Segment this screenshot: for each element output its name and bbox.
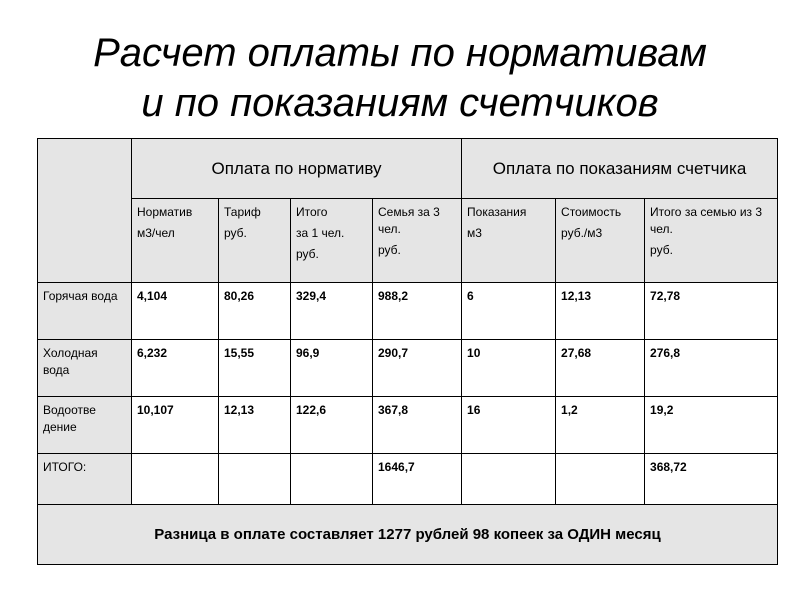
sub-header-cost: Стоимость руб./м3 — [556, 199, 645, 283]
row-label: Холодная вода — [38, 340, 132, 397]
data-cell: 96,9 — [291, 340, 373, 397]
empty-cell — [219, 454, 291, 505]
data-cell: 80,26 — [219, 283, 291, 340]
table-row — [38, 283, 778, 340]
page-title — [0, 28, 800, 128]
empty-cell — [291, 454, 373, 505]
group-header-meter: Оплата по показаниям счетчика — [462, 139, 778, 199]
data-cell: 329,4 — [291, 283, 373, 340]
total-family-meter: 368,72 — [645, 454, 778, 505]
empty-cell — [462, 454, 556, 505]
sub-header-row — [38, 199, 778, 283]
data-cell: 12,13 — [219, 397, 291, 454]
data-cell: 4,104 — [132, 283, 219, 340]
sub-header-family-norm: Семья за 3 чел. руб. — [373, 199, 462, 283]
data-cell: 10 — [462, 340, 556, 397]
payment-table — [37, 138, 778, 565]
total-family-norm: 1646,7 — [373, 454, 462, 505]
group-header-row — [38, 139, 778, 199]
data-cell: 988,2 — [373, 283, 462, 340]
group-header-normative: Оплата по нормативу — [132, 139, 462, 199]
table-row — [38, 340, 778, 397]
total-label: ИТОГО: — [38, 454, 132, 505]
data-cell: 72,78 — [645, 283, 778, 340]
data-cell: 1,2 — [556, 397, 645, 454]
footer-row — [38, 505, 778, 565]
corner-cell — [38, 139, 132, 283]
data-cell: 15,55 — [219, 340, 291, 397]
data-cell: 6 — [462, 283, 556, 340]
data-cell: 12,13 — [556, 283, 645, 340]
empty-cell — [132, 454, 219, 505]
data-cell: 122,6 — [291, 397, 373, 454]
data-cell: 16 — [462, 397, 556, 454]
data-cell: 27,68 — [556, 340, 645, 397]
sub-header-readings: Показания м3 — [462, 199, 556, 283]
difference-summary: Разница в оплате составляет 1277 рублей 98 копеек за ОДИН месяц — [38, 505, 778, 565]
data-cell: 19,2 — [645, 397, 778, 454]
data-cell: 367,8 — [373, 397, 462, 454]
data-cell: 10,107 — [132, 397, 219, 454]
title-line-2: и по показаниям счетчиков — [141, 81, 659, 125]
sub-header-family-meter: Итого за семью из 3 чел. руб. — [645, 199, 778, 283]
row-label: Водоотве дение — [38, 397, 132, 454]
table-row — [38, 397, 778, 454]
sub-header-total-per-person: Итого за 1 чел. руб. — [291, 199, 373, 283]
total-row — [38, 454, 778, 505]
data-cell: 276,8 — [645, 340, 778, 397]
title-line-1: Расчет оплаты по нормативам — [93, 31, 707, 75]
row-label: Горячая вода — [38, 283, 132, 340]
data-cell: 290,7 — [373, 340, 462, 397]
data-cell: 6,232 — [132, 340, 219, 397]
empty-cell — [556, 454, 645, 505]
sub-header-tariff: Тариф руб. — [219, 199, 291, 283]
sub-header-norm: Норматив м3/чел — [132, 199, 219, 283]
